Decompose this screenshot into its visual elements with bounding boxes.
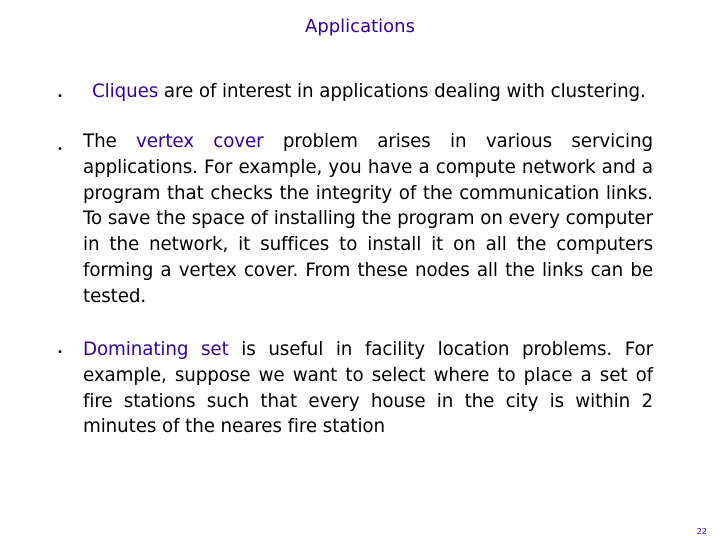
bullet-dominating-set-text: is useful in facility location problems. For example, suppose we want to select where to place a set of fire stations such that every house in the city is within 2 minutes of the neares fire station — [83, 339, 653, 438]
bullet-marker: • — [57, 347, 63, 358]
page-number: 22 — [696, 527, 707, 536]
bullet-vertex-cover — [83, 129, 653, 310]
bullet-marker: • — [57, 144, 63, 155]
bullet-cliques-text: are of interest in applications dealing with clustering. — [158, 81, 646, 102]
bullet-marker: • — [57, 91, 63, 102]
term-dominating-set: Dominating set — [83, 339, 229, 360]
slide-title: Applications — [305, 16, 415, 37]
term-cliques: Cliques — [92, 81, 159, 102]
bullet-vertex-cover-prefix: The — [83, 131, 137, 152]
term-vertex-cover: vertex cover — [136, 131, 264, 152]
bullet-dominating-set — [83, 337, 653, 440]
bullet-vertex-cover-text: problem arises in various servicing applications. For example, you have a compute network and a program that checks the integrity of the communication links. To save the space of installing the program on every computer in the network, it suffices to install it on all the computers forming a vertex cover. From these nodes all the links can be tested. — [83, 131, 653, 307]
bullet-cliques — [92, 79, 672, 105]
